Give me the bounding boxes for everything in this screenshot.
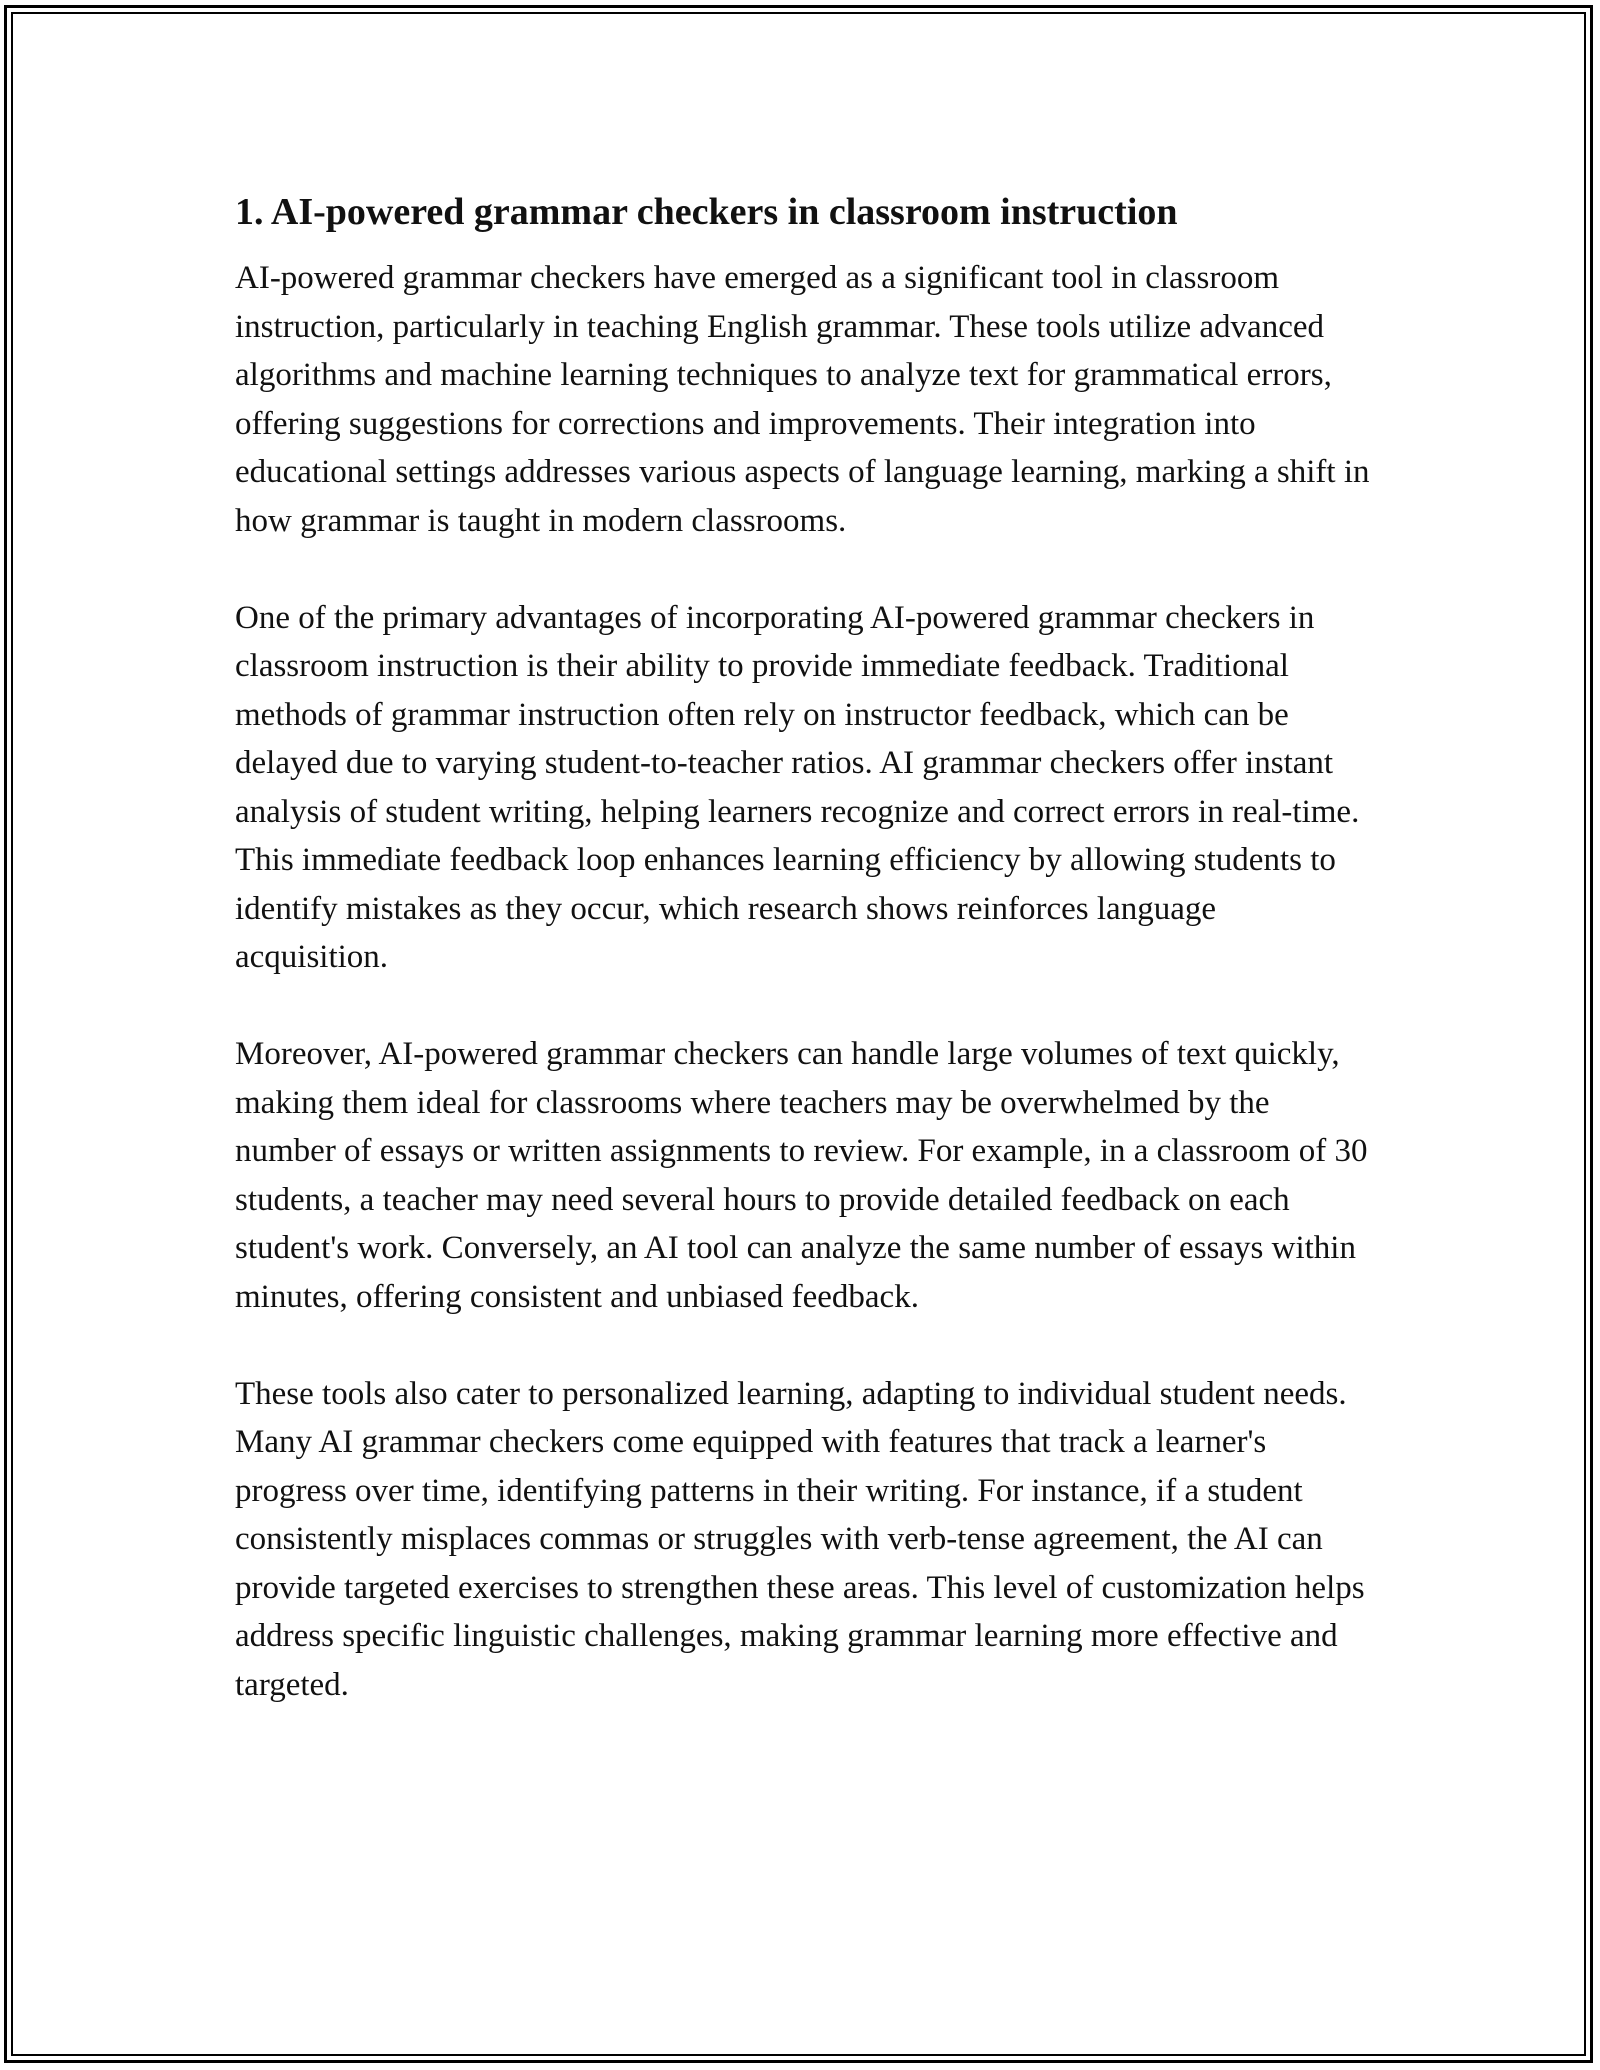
document-body	[235, 186, 1370, 1709]
paragraph-2: One of the primary advantages of incorporating AI-powered grammar checkers in classroom instruction is their ability to provide immediate feedback. Traditional methods of grammar instruction often rely on instructor feedback, which can be delayed due to varying student-to-teacher ratios. AI grammar checkers offer instant analysis of student writing, helping learners recognize and correct errors in real-time. This immediate feedback loop enhances learning efficiency by allowing students to identify mistakes as they occur, which research shows reinforces language acquisition.	[235, 599, 1360, 975]
section-heading: 1. AI-powered grammar checkers in classroom instruction	[235, 191, 1178, 233]
paragraph-4: These tools also cater to personalized learning, adapting to individual student needs. Many AI grammar checkers come equipped with features that track a learner's progress over time, identifying patterns in their writing. For instance, if a student consistently misplaces commas or struggles with verb-tense agreement, the AI can provide targeted exercises to strengthen these areas. This level of customization helps address specific linguistic challenges, making grammar learning more effective and targeted.	[235, 1375, 1365, 1703]
paragraph-1: AI-powered grammar checkers have emerged as a significant tool in classroom instruction, particularly in teaching English grammar. These tools utilize advanced algorithms and machine learning techniques to analyze text for grammatical errors, offering suggestions for corrections and improvements. Their integration into educational settings addresses various aspects of language learning, marking a shift in how grammar is taught in modern classrooms.	[235, 260, 1370, 539]
paragraph-3: Moreover, AI-powered grammar checkers can handle large volumes of text quickly, making them ideal for classrooms where teachers may be overwhelmed by the number of essays or written assignments to review. For example, in a classroom of 30 students, a teacher may need several hours to provide detailed feedback on each student's work. Conversely, an AI tool can analyze the same number of essays within minutes, offering consistent and unbiased feedback.	[235, 1036, 1368, 1315]
